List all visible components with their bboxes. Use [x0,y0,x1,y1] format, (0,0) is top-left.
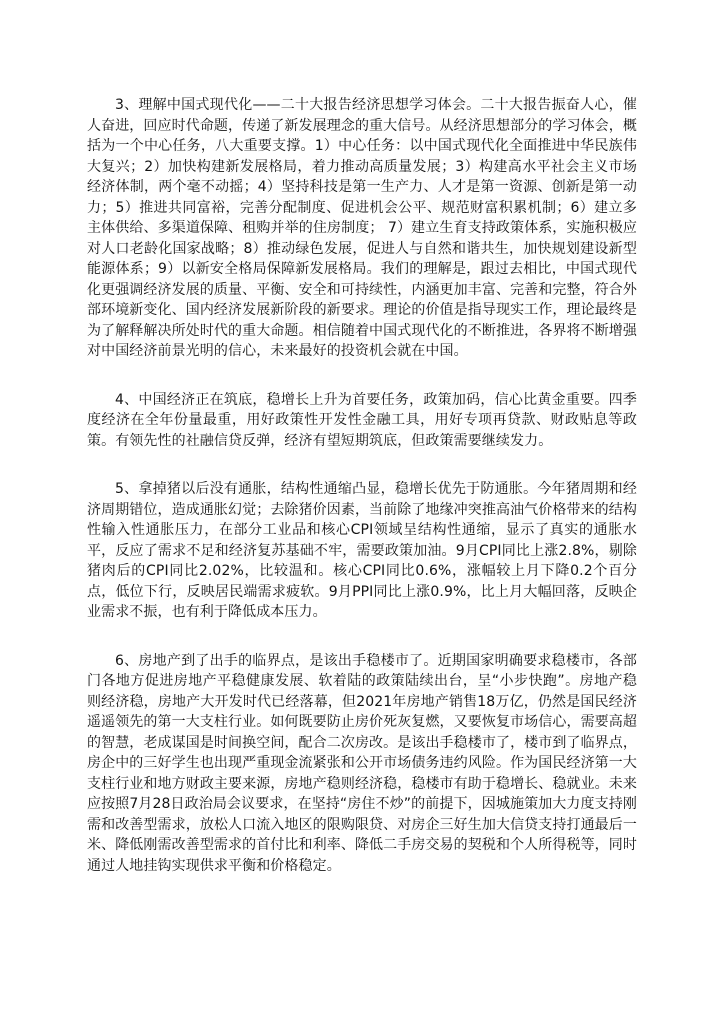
paragraph-5-inflation: 5、拿掉猪以后没有通胀，结构性通缩凸显，稳增长优先于防通胀。今年猪周期和经济周期错位，造成通胀幻觉；去除猪价因素，当前除了地缘冲突推高油气价格带来的结构性输入性通胀压力，在部分工业品和核心CPI领域呈结构性通缩，显示了真实的通胀水平，反应了需求不足和经济复苏基础不牢，需要政策加油。9月CPI同比上涨2.8%，剔除猪肉后的CPI同比2.02%，比较温和。核心CPI同比0.6%，涨幅较上月下降0.2个百分点，低位下行，反映居民端需求疲软。9月PPI同比上涨0.9%，比上月大幅回落，反映企业需求不振，也有利于降低成本压力。 [87,481,637,620]
paragraph-6-real-estate: 6、房地产到了出手的临界点，是该出手稳楼市了。近期国家明确要求稳楼市，各部门各地方促进房地产平稳健康发展、软着陆的政策陆续出台，呈“小步快跑”。房地产稳则经济稳，房地产大开发时代已经落幕，但2021年房地产销售18万亿，仍然是国民经济遥遥领先的第一大支柱行业。如何既要防止房价死灰复燃，又要恢复市场信心，需要高超的智慧，老成谋国是时间换空间，配合二次房改。是该出手稳楼市了，楼市到了临界点，房企中的三好学生也出现严重现金流紧张和公开市场债务违约风险。作为国民经济第一大支柱行业和地方财政主要来源，房地产稳则经济稳，稳楼市有助于稳增长、稳就业。未来应按照7月28日政治局会议要求，在坚持“房住不炒”的前提下，因城施策加大力度支持刚需和改善型需求，放松人口流入地区的限购限贷、对房企三好生加大信贷支持打通最后一米、降低刚需改善型需求的首付比和利率、降低二手房交易的契税和个人所得税等，同时通过人地挂钩实现供求平衡和价格稳定。 [87,652,637,874]
paragraph-3-modernization: 3、理解中国式现代化——二十大报告经济思想学习体会。二十大报告振奋人心，催人奋进，回应时代命题，传递了新发展理念的重大信号。从经济思想部分的学习体会，概括为一个中心任务，八大重要支撑。1）中心任务：以中国式现代化全面推进中华民族伟大复兴；2）加快构建新发展格局，着力推动高质量发展；3）构建高水平社会主义市场经济体制，两个毫不动摇；4）坚持科技是第一生产力、人才是第一资源、创新是第一动力；5）推进共同富裕，完善分配制度、促进机会公平、规范财富积累机制；6）建立多主体供给、多渠道保障、租购并举的住房制度； 7）建立生育支持政策体系，实施积极应对人口老龄化国家战略；8）推动绿色发展，促进人与自然和谐共生，加快规划建设新型能源体系；9）以新安全格局保障新发展格局。我们的理解是，跟过去相比，中国式现代化更强调经济发展的质量、平衡、安全和可持续性，内涵更加丰富、完善和完整，符合外部环境新变化、国内经济发展新阶段的新要求。理论的价值是指导现实工作，理论最终是为了解释解决所处时代的重大命题。相信随着中国式现代化的不断推进，各界将不断增强对中国经济前景光明的信心，未来最好的投资机会就在中国。 [87,97,637,359]
paragraph-4-economy-bottoming: 4、中国经济正在筑底，稳增长上升为首要任务，政策加码，信心比黄金重要。四季度经济在全年份量最重，用好政策性开发性金融工具，用好专项再贷款、财政贴息等政策。有领先性的社融信贷反弹，经济有望短期筑底，但政策需要继续发力。 [87,391,637,449]
document-page [87,95,637,876]
